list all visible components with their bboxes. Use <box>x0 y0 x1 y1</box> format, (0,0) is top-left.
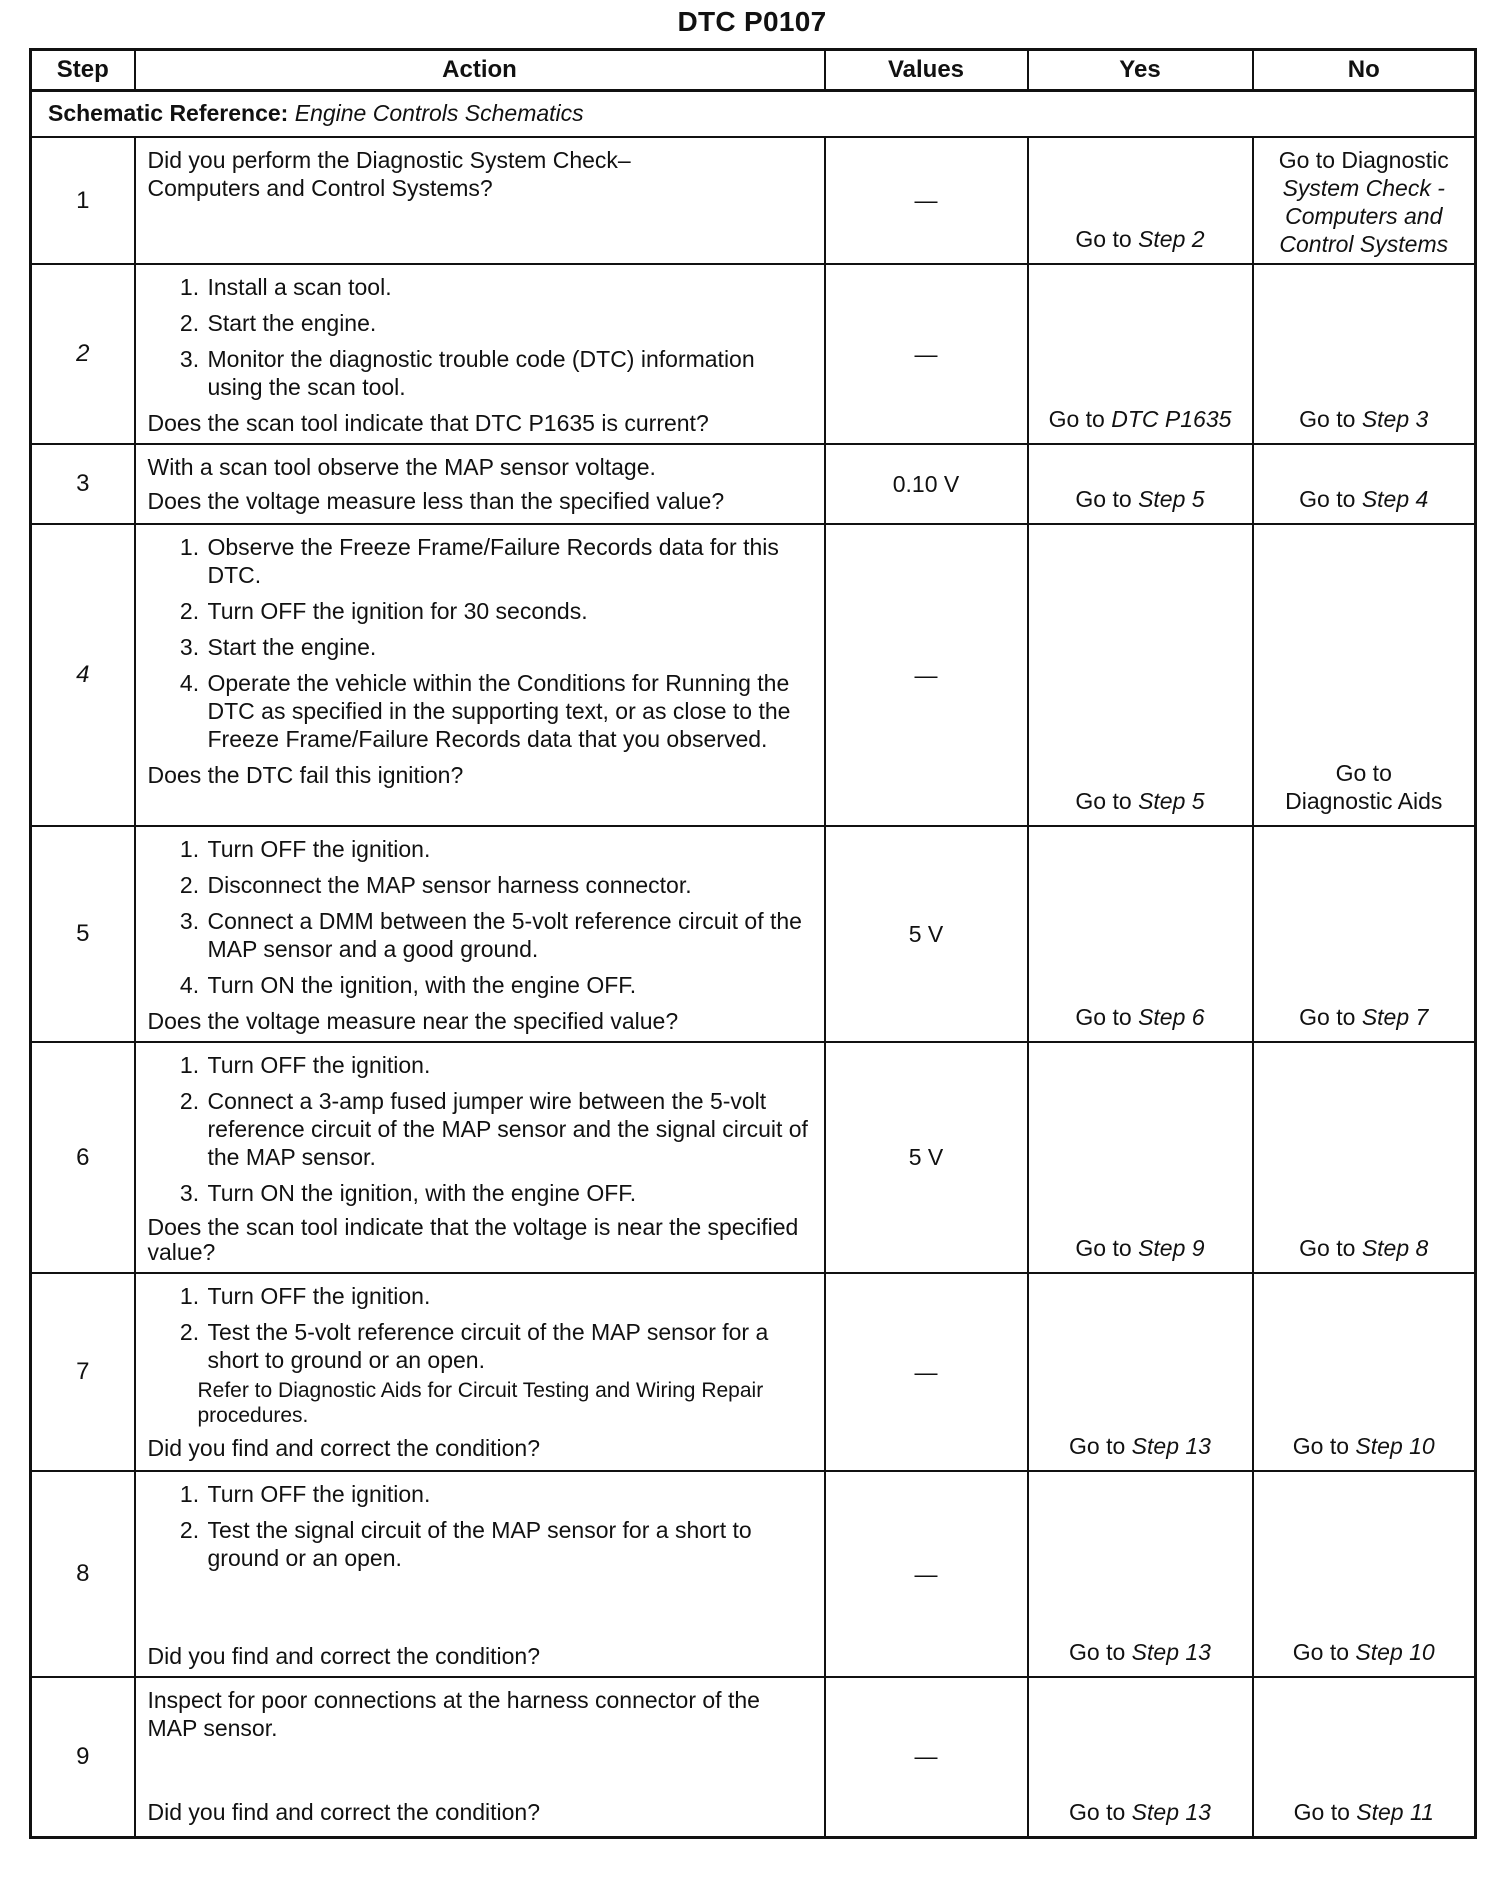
table-row <box>31 1042 1476 1273</box>
action-text: Did you perform the Diagnostic System Check– Computers and Control Systems? <box>147 147 631 201</box>
yes-target[interactable]: Step 13 <box>1131 1433 1211 1459</box>
no-target[interactable]: Step 8 <box>1361 1235 1429 1261</box>
yes-target[interactable]: Step 13 <box>1131 1639 1211 1665</box>
value-cell: — <box>825 264 1028 444</box>
action-steps <box>148 1282 814 1374</box>
step-number: 2 <box>31 264 135 444</box>
step-number: 4 <box>31 524 135 826</box>
no-target[interactable]: Step 7 <box>1361 1004 1429 1030</box>
no-prefix: Go to <box>1299 1235 1356 1261</box>
no-prefix: Go to <box>1299 1004 1356 1030</box>
action-question: Does the scan tool indicate that the voltage is near the specified value? <box>147 1214 799 1265</box>
yes-prefix: Go to <box>1075 486 1132 512</box>
action-text: With a scan tool observe the MAP sensor voltage. <box>147 454 656 480</box>
yes-prefix: Go to <box>1048 406 1105 432</box>
action-steps <box>148 835 814 999</box>
no-target[interactable]: Step 3 <box>1361 406 1429 432</box>
yes-prefix: Go to <box>1075 788 1132 814</box>
action-question: Did you find and correct the condition? <box>147 1643 541 1669</box>
action-steps <box>148 533 814 753</box>
no-target[interactable]: Step 10 <box>1355 1639 1435 1665</box>
value-cell: — <box>825 137 1028 264</box>
action-item: 1. Install a scan tool. <box>206 273 814 301</box>
header-step: Step <box>31 50 135 91</box>
table-row <box>31 1677 1476 1837</box>
step-number: 9 <box>31 1677 135 1837</box>
action-item: 2. Turn OFF the ignition for 30 seconds. <box>206 597 814 625</box>
action-item: 1. Turn OFF the ignition. <box>206 835 814 863</box>
no-cell[interactable] <box>1253 826 1476 1042</box>
yes-target[interactable]: DTC P1635 <box>1111 406 1232 432</box>
no-line: System Check - <box>1282 175 1445 201</box>
table-row <box>31 137 1476 264</box>
no-target[interactable]: Step 10 <box>1355 1433 1435 1459</box>
schematic-reference <box>31 91 1476 138</box>
action-question: Does the voltage measure less than the specified value? <box>147 488 725 514</box>
table-row <box>31 264 1476 444</box>
action-spacer <box>148 1580 814 1638</box>
value-cell: 5 V <box>825 1042 1028 1273</box>
value-cell: — <box>825 524 1028 826</box>
action-spacer <box>148 1742 814 1794</box>
action-steps <box>148 273 814 401</box>
table-row <box>31 826 1476 1042</box>
no-line[interactable]: Diagnostic Aids <box>1285 788 1443 814</box>
header-no: No <box>1253 50 1476 91</box>
yes-target[interactable]: Step 5 <box>1138 788 1205 814</box>
yes-cell[interactable] <box>1028 264 1253 444</box>
action-item: 3. Monitor the diagnostic trouble code (DTC) information using the scan tool. <box>206 345 814 401</box>
yes-cell[interactable] <box>1028 444 1253 524</box>
action-cell <box>135 1471 825 1677</box>
header-yes: Yes <box>1028 50 1253 91</box>
no-prefix: Go to <box>1292 1639 1350 1665</box>
yes-cell[interactable] <box>1028 1273 1253 1471</box>
no-cell[interactable] <box>1253 1273 1476 1471</box>
value-cell: 5 V <box>825 826 1028 1042</box>
yes-cell[interactable] <box>1028 524 1253 826</box>
yes-prefix: Go to <box>1069 1798 1126 1825</box>
step-number: 6 <box>31 1042 135 1273</box>
no-cell[interactable] <box>1253 1042 1476 1273</box>
action-item: 2. Test the signal circuit of the MAP sensor for a short to ground or an open. <box>206 1516 814 1572</box>
action-item: 2. Start the engine. <box>206 309 814 337</box>
action-item: 2. Disconnect the MAP sensor harness connector. <box>206 871 814 899</box>
no-prefix: Go to <box>1299 406 1356 432</box>
yes-target[interactable]: Step 6 <box>1138 1004 1205 1030</box>
header-action: Action <box>135 50 825 91</box>
yes-target[interactable]: Step 9 <box>1138 1235 1205 1261</box>
no-prefix: Go to <box>1299 486 1356 512</box>
action-question: Does the DTC fail this ignition? <box>147 762 464 788</box>
action-item: 3. Connect a DMM between the 5-volt reference circuit of the MAP sensor and a good ground. <box>206 907 814 963</box>
step-number: 5 <box>31 826 135 1042</box>
schematic-reference-label: Schematic Reference: <box>48 100 289 126</box>
action-cell <box>135 264 825 444</box>
action-cell <box>135 1677 825 1837</box>
action-item: 2. Connect a 3-amp fused jumper wire between the 5-volt reference circuit of the MAP sensor and the signal circuit of the MAP sensor. <box>206 1087 814 1171</box>
no-line: Go to Diagnostic <box>1278 147 1449 173</box>
yes-cell[interactable] <box>1028 826 1253 1042</box>
action-item: 1. Observe the Freeze Frame/Failure Records data for this DTC. <box>206 533 814 589</box>
action-text: Inspect for poor connections at the harness connector of the MAP sensor. <box>147 1687 760 1741</box>
table-row <box>31 1273 1476 1471</box>
action-question: Does the voltage measure near the specified value? <box>147 1008 679 1034</box>
no-prefix: Go to <box>1293 1798 1350 1825</box>
table-row <box>31 524 1476 826</box>
no-cell[interactable] <box>1253 137 1476 264</box>
action-cell <box>135 1273 825 1471</box>
step-number: 3 <box>31 444 135 524</box>
action-cell <box>135 444 825 524</box>
action-item: 3. Start the engine. <box>206 633 814 661</box>
action-steps <box>148 1051 814 1207</box>
table-row <box>31 444 1476 524</box>
table-header-row <box>31 50 1476 91</box>
action-cell <box>135 137 825 264</box>
yes-prefix: Go to <box>1075 1004 1132 1030</box>
action-item: 1. Turn OFF the ignition. <box>206 1051 814 1079</box>
page-title: DTC P0107 <box>677 6 827 37</box>
value-cell: — <box>825 1471 1028 1677</box>
action-item: 1. Turn OFF the ignition. <box>206 1282 814 1310</box>
action-question: Did you find and correct the condition? <box>147 1435 541 1461</box>
yes-target[interactable]: Step 13 <box>1131 1798 1211 1825</box>
no-target[interactable]: Step 11 <box>1356 1798 1434 1825</box>
diagnostic-table <box>29 48 1477 1839</box>
action-item: 2. Test the 5-volt reference circuit of the MAP sensor for a short to ground or an open. <box>206 1318 814 1374</box>
yes-cell[interactable] <box>1028 1042 1253 1273</box>
value-cell: 0.10 V <box>825 444 1028 524</box>
no-line: Computers and <box>1285 203 1443 229</box>
no-cell[interactable] <box>1253 444 1476 524</box>
action-item: 4. Operate the vehicle within the Conditions for Running the DTC as specified in the supporting text, or as close to the Freeze Frame/Failure Records data that you observed. <box>206 669 814 753</box>
yes-target[interactable]: Step 2 <box>1138 226 1205 252</box>
no-cell[interactable] <box>1253 1471 1476 1677</box>
action-note: Refer to Diagnostic Aids for Circuit Testing and Wiring Repair procedures. <box>197 1379 764 1427</box>
yes-target[interactable]: Step 5 <box>1138 486 1205 512</box>
action-steps <box>148 1480 814 1572</box>
yes-prefix: Go to <box>1069 1433 1126 1459</box>
yes-cell[interactable] <box>1028 1677 1253 1837</box>
action-item: 3. Turn ON the ignition, with the engine OFF. <box>206 1179 814 1207</box>
header-values: Values <box>825 50 1028 91</box>
action-item: 4. Turn ON the ignition, with the engine OFF. <box>206 971 814 999</box>
yes-prefix: Go to <box>1075 226 1132 252</box>
no-cell[interactable] <box>1253 524 1476 826</box>
action-question: Did you find and correct the condition? <box>147 1799 541 1825</box>
no-line: Control Systems <box>1279 231 1449 257</box>
action-question: Does the scan tool indicate that DTC P1635 is current? <box>147 410 709 436</box>
action-item: 1. Turn OFF the ignition. <box>206 1480 814 1508</box>
schematic-reference-row <box>31 91 1476 138</box>
action-cell <box>135 524 825 826</box>
no-cell[interactable] <box>1253 264 1476 444</box>
no-line: Go to <box>1335 760 1392 786</box>
no-cell[interactable] <box>1253 1677 1476 1837</box>
yes-prefix: Go to <box>1075 1235 1132 1261</box>
step-number: 7 <box>31 1273 135 1471</box>
value-cell: — <box>825 1677 1028 1837</box>
schematic-reference-link[interactable]: Engine Controls Schematics <box>294 100 584 126</box>
yes-cell[interactable] <box>1028 1471 1253 1677</box>
no-prefix: Go to <box>1292 1433 1350 1459</box>
yes-prefix: Go to <box>1069 1639 1126 1665</box>
action-cell <box>135 826 825 1042</box>
step-number: 1 <box>31 137 135 264</box>
yes-cell[interactable] <box>1028 137 1253 264</box>
table-row <box>31 1471 1476 1677</box>
step-number: 8 <box>31 1471 135 1677</box>
no-target[interactable]: Step 4 <box>1361 486 1429 512</box>
action-cell <box>135 1042 825 1273</box>
value-cell: — <box>825 1273 1028 1471</box>
